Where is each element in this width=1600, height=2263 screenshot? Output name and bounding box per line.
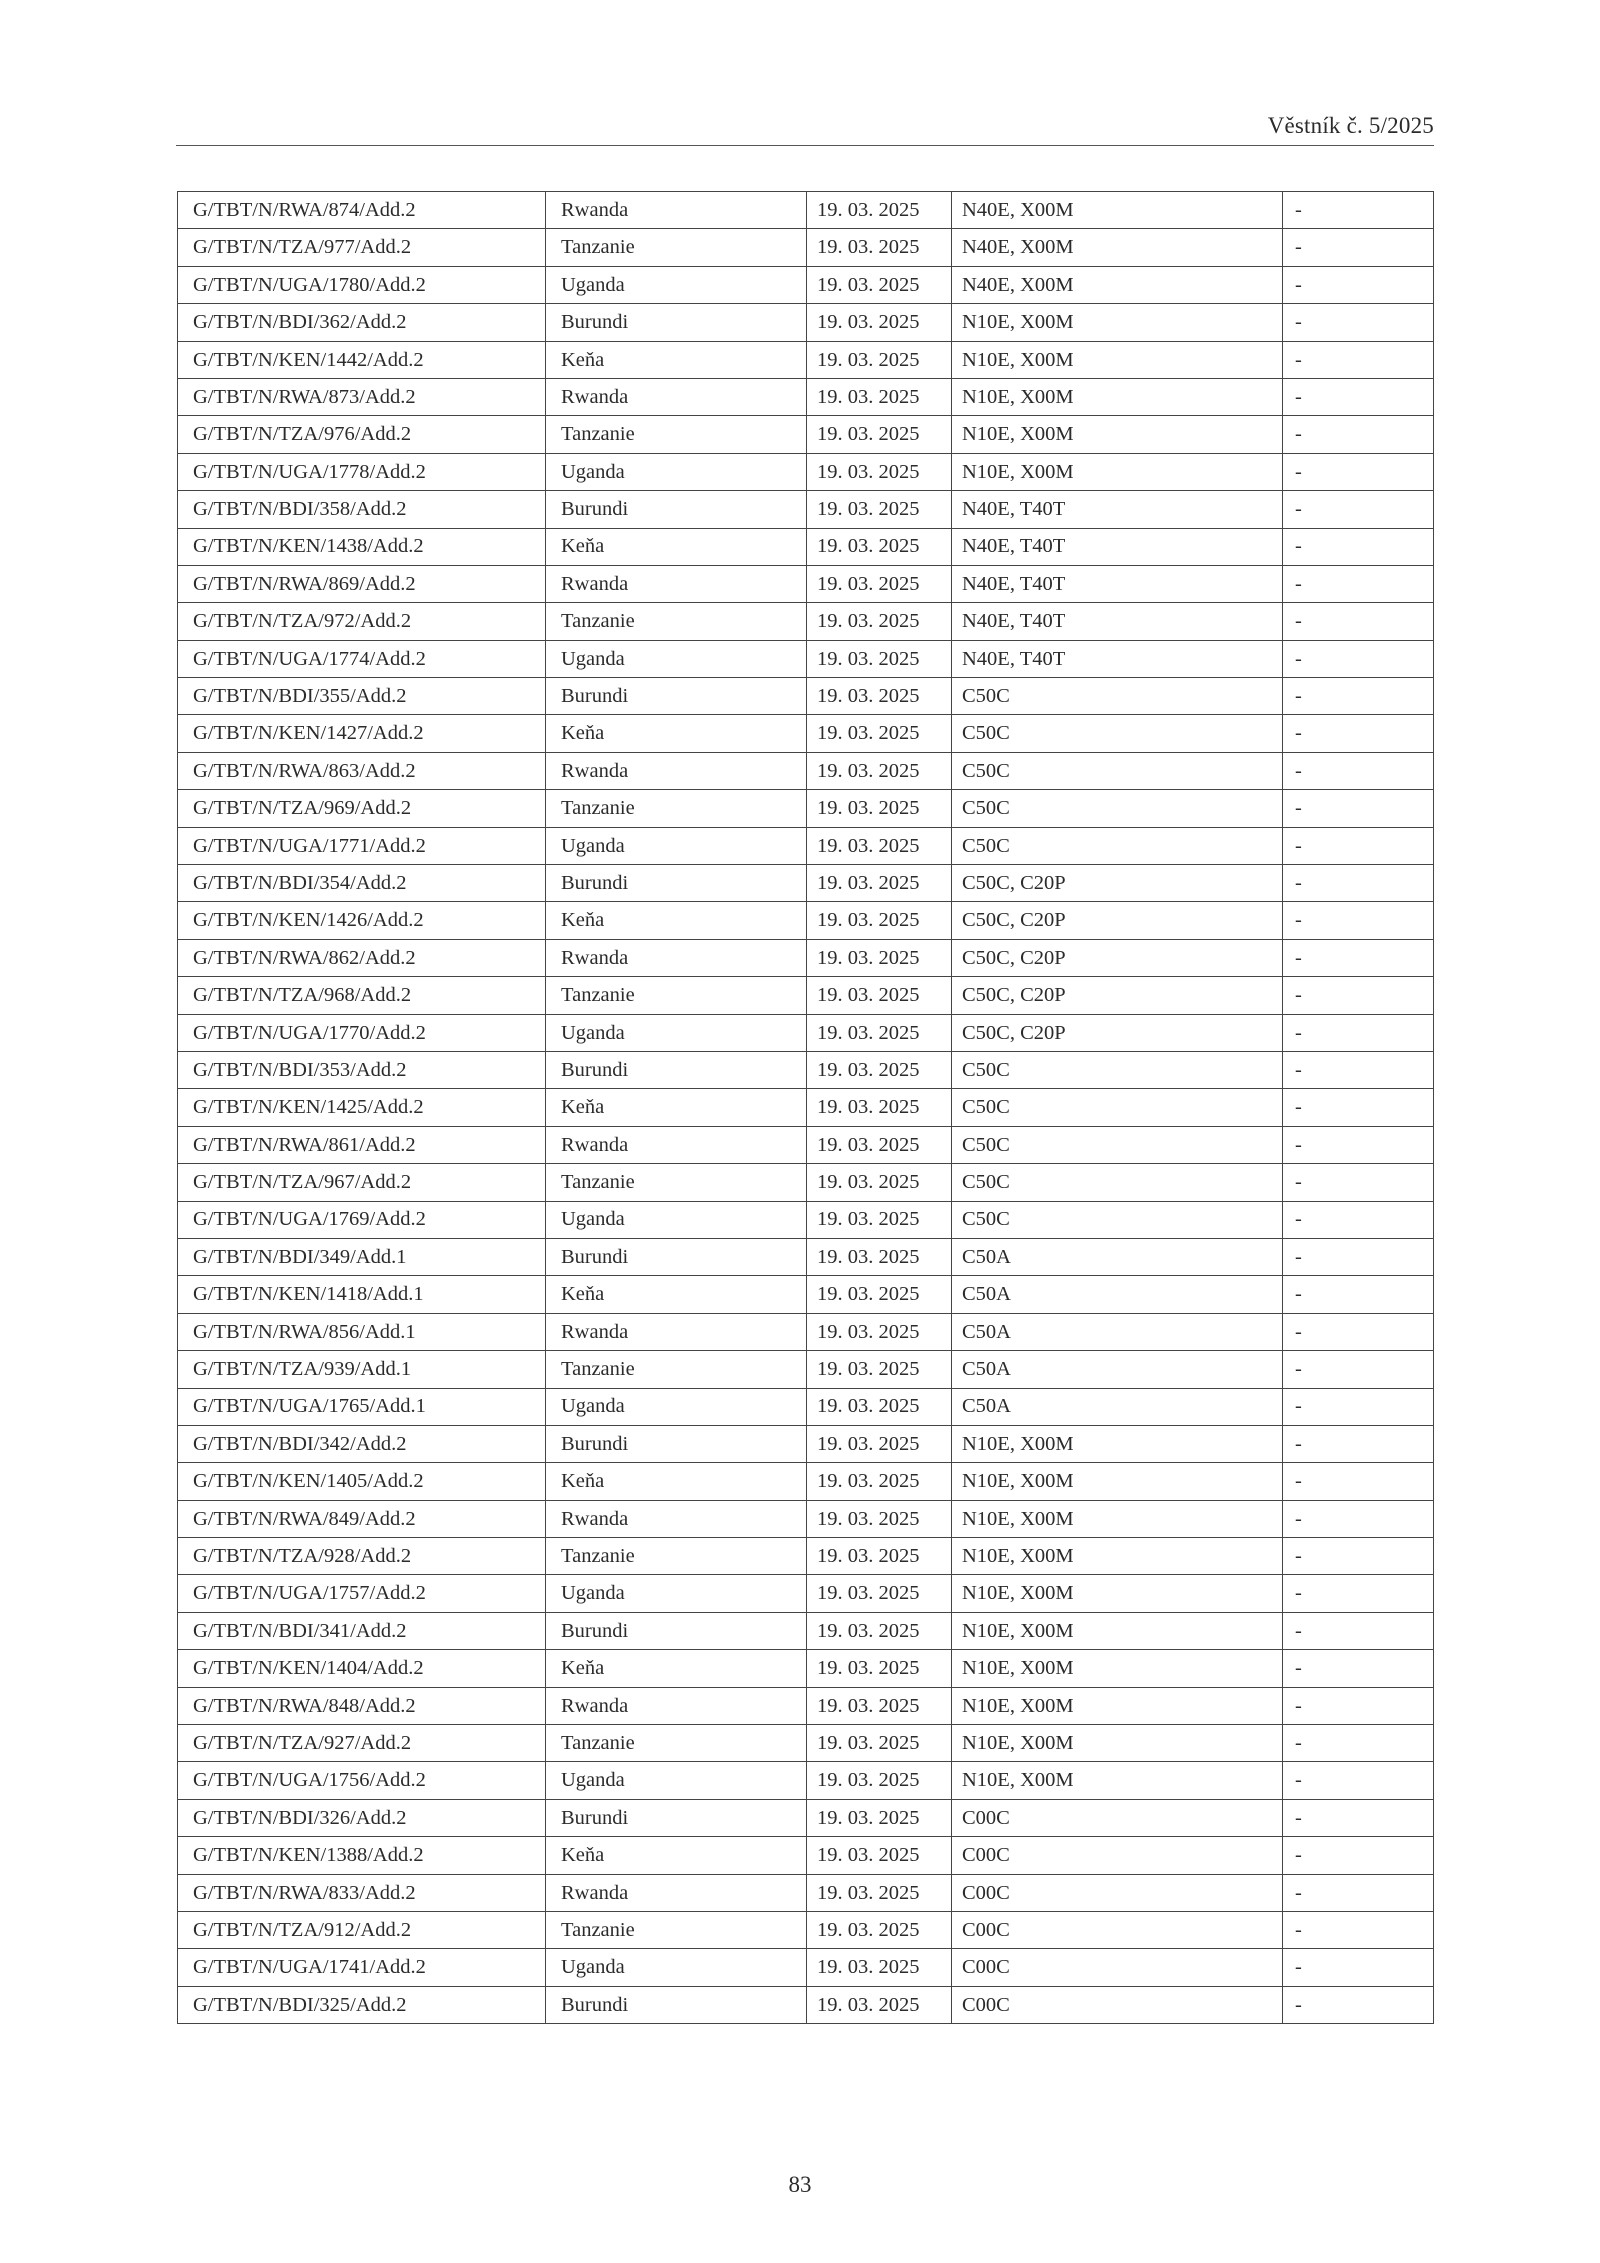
table-row: [178, 453, 1434, 490]
note-cell: -: [1283, 977, 1434, 1014]
document-number-cell: G/TBT/N/KEN/1404/Add.2: [178, 1650, 546, 1687]
country-cell: Burundi: [546, 678, 807, 715]
date-cell: 19. 03. 2025: [807, 939, 952, 976]
document-number-cell: G/TBT/N/UGA/1769/Add.2: [178, 1201, 546, 1238]
code-cell: C50A: [952, 1238, 1283, 1275]
document-number-cell: G/TBT/N/KEN/1405/Add.2: [178, 1463, 546, 1500]
note-cell: -: [1283, 1351, 1434, 1388]
document-number-cell: G/TBT/N/BDI/342/Add.2: [178, 1425, 546, 1462]
table-row: [178, 229, 1434, 266]
date-cell: 19. 03. 2025: [807, 1575, 952, 1612]
table-row: [178, 1687, 1434, 1724]
code-cell: N10E, X00M: [952, 1725, 1283, 1762]
note-cell: -: [1283, 1725, 1434, 1762]
table-row: [178, 304, 1434, 341]
date-cell: 19. 03. 2025: [807, 1538, 952, 1575]
table-row: [178, 752, 1434, 789]
code-cell: N10E, X00M: [952, 453, 1283, 490]
country-cell: Uganda: [546, 266, 807, 303]
code-cell: N10E, X00M: [952, 1575, 1283, 1612]
date-cell: 19. 03. 2025: [807, 528, 952, 565]
date-cell: 19. 03. 2025: [807, 678, 952, 715]
country-cell: Tanzanie: [546, 1725, 807, 1762]
country-cell: Keňa: [546, 1463, 807, 1500]
table-row: [178, 1762, 1434, 1799]
table-row: [178, 416, 1434, 453]
code-cell: C50C: [952, 1126, 1283, 1163]
code-cell: C50A: [952, 1276, 1283, 1313]
date-cell: 19. 03. 2025: [807, 1089, 952, 1126]
date-cell: 19. 03. 2025: [807, 1313, 952, 1350]
table-row: [178, 1837, 1434, 1874]
country-cell: Burundi: [546, 1051, 807, 1088]
country-cell: Burundi: [546, 1612, 807, 1649]
country-cell: Uganda: [546, 1949, 807, 1986]
table-row: [178, 565, 1434, 602]
code-cell: C50C: [952, 678, 1283, 715]
document-number-cell: G/TBT/N/TZA/977/Add.2: [178, 229, 546, 266]
document-number-cell: G/TBT/N/UGA/1778/Add.2: [178, 453, 546, 490]
document-number-cell: G/TBT/N/KEN/1388/Add.2: [178, 1837, 546, 1874]
code-cell: C50C: [952, 1051, 1283, 1088]
date-cell: 19. 03. 2025: [807, 1911, 952, 1948]
table-row: [178, 715, 1434, 752]
table-row: [178, 528, 1434, 565]
date-cell: 19. 03. 2025: [807, 266, 952, 303]
country-cell: Tanzanie: [546, 1538, 807, 1575]
note-cell: -: [1283, 715, 1434, 752]
code-cell: C50C: [952, 1089, 1283, 1126]
document-number-cell: G/TBT/N/BDI/355/Add.2: [178, 678, 546, 715]
date-cell: 19. 03. 2025: [807, 1126, 952, 1163]
date-cell: 19. 03. 2025: [807, 1201, 952, 1238]
code-cell: C50C: [952, 715, 1283, 752]
country-cell: Tanzanie: [546, 416, 807, 453]
date-cell: 19. 03. 2025: [807, 1164, 952, 1201]
table-row: [178, 491, 1434, 528]
document-number-cell: G/TBT/N/UGA/1771/Add.2: [178, 827, 546, 864]
date-cell: 19. 03. 2025: [807, 790, 952, 827]
note-cell: -: [1283, 640, 1434, 677]
date-cell: 19. 03. 2025: [807, 378, 952, 415]
note-cell: -: [1283, 678, 1434, 715]
document-number-cell: G/TBT/N/TZA/928/Add.2: [178, 1538, 546, 1575]
date-cell: 19. 03. 2025: [807, 715, 952, 752]
table-body: [178, 192, 1434, 2024]
document-number-cell: G/TBT/N/RWA/849/Add.2: [178, 1500, 546, 1537]
table-row: [178, 1425, 1434, 1462]
note-cell: -: [1283, 1276, 1434, 1313]
date-cell: 19. 03. 2025: [807, 865, 952, 902]
date-cell: 19. 03. 2025: [807, 1500, 952, 1537]
date-cell: 19. 03. 2025: [807, 1051, 952, 1088]
document-number-cell: G/TBT/N/UGA/1741/Add.2: [178, 1949, 546, 1986]
note-cell: -: [1283, 1911, 1434, 1948]
note-cell: -: [1283, 416, 1434, 453]
date-cell: 19. 03. 2025: [807, 491, 952, 528]
date-cell: 19. 03. 2025: [807, 1351, 952, 1388]
document-number-cell: G/TBT/N/BDI/358/Add.2: [178, 491, 546, 528]
table-row: [178, 1575, 1434, 1612]
country-cell: Tanzanie: [546, 229, 807, 266]
document-number-cell: G/TBT/N/KEN/1442/Add.2: [178, 341, 546, 378]
table-row: [178, 1388, 1434, 1425]
country-cell: Rwanda: [546, 378, 807, 415]
document-number-cell: G/TBT/N/TZA/969/Add.2: [178, 790, 546, 827]
code-cell: C50A: [952, 1388, 1283, 1425]
country-cell: Burundi: [546, 304, 807, 341]
document-number-cell: G/TBT/N/RWA/874/Add.2: [178, 192, 546, 229]
document-number-cell: G/TBT/N/TZA/939/Add.1: [178, 1351, 546, 1388]
date-cell: 19. 03. 2025: [807, 640, 952, 677]
date-cell: 19. 03. 2025: [807, 1276, 952, 1313]
table-row: [178, 1612, 1434, 1649]
note-cell: -: [1283, 902, 1434, 939]
document-number-cell: G/TBT/N/BDI/326/Add.2: [178, 1799, 546, 1836]
date-cell: 19. 03. 2025: [807, 1238, 952, 1275]
note-cell: -: [1283, 1201, 1434, 1238]
note-cell: -: [1283, 939, 1434, 976]
code-cell: N40E, T40T: [952, 603, 1283, 640]
date-cell: 19. 03. 2025: [807, 229, 952, 266]
notifications-table: [177, 191, 1434, 2024]
country-cell: Uganda: [546, 1388, 807, 1425]
table-row: [178, 1538, 1434, 1575]
date-cell: 19. 03. 2025: [807, 1687, 952, 1724]
country-cell: Rwanda: [546, 1500, 807, 1537]
table-row: [178, 1276, 1434, 1313]
table-row: [178, 1014, 1434, 1051]
document-number-cell: G/TBT/N/UGA/1774/Add.2: [178, 640, 546, 677]
document-number-cell: G/TBT/N/TZA/976/Add.2: [178, 416, 546, 453]
country-cell: Uganda: [546, 1575, 807, 1612]
country-cell: Rwanda: [546, 1687, 807, 1724]
code-cell: C00C: [952, 1874, 1283, 1911]
note-cell: -: [1283, 603, 1434, 640]
date-cell: 19. 03. 2025: [807, 1986, 952, 2023]
document-number-cell: G/TBT/N/BDI/353/Add.2: [178, 1051, 546, 1088]
table-row: [178, 192, 1434, 229]
country-cell: Uganda: [546, 1201, 807, 1238]
document-number-cell: G/TBT/N/TZA/968/Add.2: [178, 977, 546, 1014]
table-row: [178, 939, 1434, 976]
country-cell: Tanzanie: [546, 790, 807, 827]
note-cell: -: [1283, 565, 1434, 602]
document-number-cell: G/TBT/N/UGA/1756/Add.2: [178, 1762, 546, 1799]
country-cell: Keňa: [546, 1089, 807, 1126]
document-number-cell: G/TBT/N/BDI/362/Add.2: [178, 304, 546, 341]
code-cell: C50A: [952, 1313, 1283, 1350]
note-cell: -: [1283, 1463, 1434, 1500]
note-cell: -: [1283, 266, 1434, 303]
country-cell: Rwanda: [546, 565, 807, 602]
date-cell: 19. 03. 2025: [807, 1463, 952, 1500]
note-cell: -: [1283, 378, 1434, 415]
document-number-cell: G/TBT/N/RWA/863/Add.2: [178, 752, 546, 789]
note-cell: -: [1283, 1126, 1434, 1163]
note-cell: -: [1283, 1538, 1434, 1575]
table-row: [178, 1089, 1434, 1126]
code-cell: N10E, X00M: [952, 341, 1283, 378]
document-number-cell: G/TBT/N/UGA/1780/Add.2: [178, 266, 546, 303]
document-number-cell: G/TBT/N/BDI/354/Add.2: [178, 865, 546, 902]
note-cell: -: [1283, 1388, 1434, 1425]
country-cell: Burundi: [546, 1425, 807, 1462]
code-cell: C00C: [952, 1837, 1283, 1874]
table-row: [178, 1313, 1434, 1350]
header-rule: [176, 145, 1434, 146]
note-cell: -: [1283, 304, 1434, 341]
code-cell: C50C, C20P: [952, 939, 1283, 976]
country-cell: Burundi: [546, 491, 807, 528]
code-cell: C50C, C20P: [952, 1014, 1283, 1051]
country-cell: Burundi: [546, 865, 807, 902]
table-row: [178, 1351, 1434, 1388]
document-number-cell: G/TBT/N/RWA/848/Add.2: [178, 1687, 546, 1724]
table-row: [178, 1799, 1434, 1836]
table-row: [178, 1500, 1434, 1537]
note-cell: -: [1283, 790, 1434, 827]
note-cell: -: [1283, 827, 1434, 864]
table-row: [178, 678, 1434, 715]
code-cell: C50C, C20P: [952, 865, 1283, 902]
code-cell: C50C: [952, 827, 1283, 864]
date-cell: 19. 03. 2025: [807, 1874, 952, 1911]
code-cell: C50A: [952, 1351, 1283, 1388]
date-cell: 19. 03. 2025: [807, 827, 952, 864]
document-number-cell: G/TBT/N/UGA/1765/Add.1: [178, 1388, 546, 1425]
code-cell: C50C, C20P: [952, 902, 1283, 939]
document-number-cell: G/TBT/N/TZA/967/Add.2: [178, 1164, 546, 1201]
code-cell: N10E, X00M: [952, 378, 1283, 415]
code-cell: N10E, X00M: [952, 1463, 1283, 1500]
code-cell: N10E, X00M: [952, 416, 1283, 453]
country-cell: Burundi: [546, 1238, 807, 1275]
code-cell: C00C: [952, 1986, 1283, 2023]
code-cell: N40E, T40T: [952, 491, 1283, 528]
date-cell: 19. 03. 2025: [807, 1650, 952, 1687]
document-number-cell: G/TBT/N/UGA/1757/Add.2: [178, 1575, 546, 1612]
code-cell: C00C: [952, 1949, 1283, 1986]
code-cell: N40E, X00M: [952, 192, 1283, 229]
country-cell: Keňa: [546, 902, 807, 939]
note-cell: -: [1283, 1575, 1434, 1612]
page-header-title: Věstník č. 5/2025: [1267, 113, 1434, 138]
note-cell: -: [1283, 1164, 1434, 1201]
note-cell: -: [1283, 865, 1434, 902]
code-cell: C50C, C20P: [952, 977, 1283, 1014]
date-cell: 19. 03. 2025: [807, 752, 952, 789]
table-row: [178, 1949, 1434, 1986]
country-cell: Burundi: [546, 1986, 807, 2023]
document-number-cell: G/TBT/N/RWA/862/Add.2: [178, 939, 546, 976]
date-cell: 19. 03. 2025: [807, 1014, 952, 1051]
code-cell: C50C: [952, 1164, 1283, 1201]
table-row: [178, 1911, 1434, 1948]
code-cell: N10E, X00M: [952, 304, 1283, 341]
date-cell: 19. 03. 2025: [807, 1388, 952, 1425]
code-cell: N40E, T40T: [952, 640, 1283, 677]
date-cell: 19. 03. 2025: [807, 453, 952, 490]
date-cell: 19. 03. 2025: [807, 1725, 952, 1762]
country-cell: Uganda: [546, 453, 807, 490]
code-cell: N10E, X00M: [952, 1650, 1283, 1687]
country-cell: Keňa: [546, 715, 807, 752]
date-cell: 19. 03. 2025: [807, 1762, 952, 1799]
table-row: [178, 977, 1434, 1014]
date-cell: 19. 03. 2025: [807, 1949, 952, 1986]
note-cell: -: [1283, 1874, 1434, 1911]
date-cell: 19. 03. 2025: [807, 1425, 952, 1462]
country-cell: Uganda: [546, 640, 807, 677]
code-cell: N40E, X00M: [952, 266, 1283, 303]
date-cell: 19. 03. 2025: [807, 1612, 952, 1649]
table-row: [178, 341, 1434, 378]
country-cell: Tanzanie: [546, 603, 807, 640]
table-row: [178, 266, 1434, 303]
document-number-cell: G/TBT/N/KEN/1425/Add.2: [178, 1089, 546, 1126]
note-cell: -: [1283, 1687, 1434, 1724]
table-row: [178, 1051, 1434, 1088]
document-number-cell: G/TBT/N/KEN/1438/Add.2: [178, 528, 546, 565]
code-cell: N40E, T40T: [952, 528, 1283, 565]
code-cell: N10E, X00M: [952, 1687, 1283, 1724]
date-cell: 19. 03. 2025: [807, 977, 952, 1014]
country-cell: Tanzanie: [546, 977, 807, 1014]
code-cell: N10E, X00M: [952, 1500, 1283, 1537]
document-number-cell: G/TBT/N/KEN/1427/Add.2: [178, 715, 546, 752]
table-row: [178, 902, 1434, 939]
code-cell: C50C: [952, 1201, 1283, 1238]
country-cell: Rwanda: [546, 192, 807, 229]
note-cell: -: [1283, 1051, 1434, 1088]
date-cell: 19. 03. 2025: [807, 1799, 952, 1836]
table-row: [178, 378, 1434, 415]
date-cell: 19. 03. 2025: [807, 1837, 952, 1874]
code-cell: C50C: [952, 790, 1283, 827]
note-cell: -: [1283, 1837, 1434, 1874]
country-cell: Keňa: [546, 341, 807, 378]
note-cell: -: [1283, 1650, 1434, 1687]
table-row: [178, 1238, 1434, 1275]
table-row: [178, 1986, 1434, 2023]
note-cell: -: [1283, 1949, 1434, 1986]
date-cell: 19. 03. 2025: [807, 902, 952, 939]
document-number-cell: G/TBT/N/BDI/341/Add.2: [178, 1612, 546, 1649]
date-cell: 19. 03. 2025: [807, 192, 952, 229]
document-number-cell: G/TBT/N/KEN/1418/Add.1: [178, 1276, 546, 1313]
country-cell: Rwanda: [546, 1874, 807, 1911]
country-cell: Rwanda: [546, 1313, 807, 1350]
table-row: [178, 1164, 1434, 1201]
code-cell: C00C: [952, 1911, 1283, 1948]
date-cell: 19. 03. 2025: [807, 304, 952, 341]
country-cell: Uganda: [546, 827, 807, 864]
note-cell: -: [1283, 1313, 1434, 1350]
document-number-cell: G/TBT/N/TZA/927/Add.2: [178, 1725, 546, 1762]
country-cell: Tanzanie: [546, 1911, 807, 1948]
table-row: [178, 640, 1434, 677]
code-cell: N40E, T40T: [952, 565, 1283, 602]
note-cell: -: [1283, 1089, 1434, 1126]
note-cell: -: [1283, 229, 1434, 266]
code-cell: C00C: [952, 1799, 1283, 1836]
page-number: 83: [788, 2172, 812, 2197]
table-row: [178, 790, 1434, 827]
note-cell: -: [1283, 1425, 1434, 1462]
note-cell: -: [1283, 341, 1434, 378]
document-number-cell: G/TBT/N/RWA/856/Add.1: [178, 1313, 546, 1350]
table-row: [178, 1725, 1434, 1762]
code-cell: N10E, X00M: [952, 1425, 1283, 1462]
country-cell: Tanzanie: [546, 1351, 807, 1388]
document-number-cell: G/TBT/N/BDI/349/Add.1: [178, 1238, 546, 1275]
table-row: [178, 1201, 1434, 1238]
country-cell: Keňa: [546, 1276, 807, 1313]
document-number-cell: G/TBT/N/UGA/1770/Add.2: [178, 1014, 546, 1051]
country-cell: Uganda: [546, 1014, 807, 1051]
document-number-cell: G/TBT/N/BDI/325/Add.2: [178, 1986, 546, 2023]
code-cell: N10E, X00M: [952, 1538, 1283, 1575]
document-number-cell: G/TBT/N/TZA/912/Add.2: [178, 1911, 546, 1948]
note-cell: -: [1283, 528, 1434, 565]
country-cell: Keňa: [546, 1650, 807, 1687]
note-cell: -: [1283, 1612, 1434, 1649]
date-cell: 19. 03. 2025: [807, 603, 952, 640]
note-cell: -: [1283, 1500, 1434, 1537]
table-row: [178, 603, 1434, 640]
country-cell: Rwanda: [546, 752, 807, 789]
code-cell: N10E, X00M: [952, 1762, 1283, 1799]
document-number-cell: G/TBT/N/TZA/972/Add.2: [178, 603, 546, 640]
document-number-cell: G/TBT/N/RWA/873/Add.2: [178, 378, 546, 415]
document-number-cell: G/TBT/N/RWA/861/Add.2: [178, 1126, 546, 1163]
note-cell: -: [1283, 752, 1434, 789]
code-cell: N40E, X00M: [952, 229, 1283, 266]
note-cell: -: [1283, 1799, 1434, 1836]
date-cell: 19. 03. 2025: [807, 416, 952, 453]
date-cell: 19. 03. 2025: [807, 341, 952, 378]
document-number-cell: G/TBT/N/RWA/869/Add.2: [178, 565, 546, 602]
country-cell: Keňa: [546, 1837, 807, 1874]
country-cell: Uganda: [546, 1762, 807, 1799]
note-cell: -: [1283, 1762, 1434, 1799]
code-cell: N10E, X00M: [952, 1612, 1283, 1649]
table-row: [178, 827, 1434, 864]
note-cell: -: [1283, 453, 1434, 490]
table-row: [178, 1463, 1434, 1500]
country-cell: Tanzanie: [546, 1164, 807, 1201]
date-cell: 19. 03. 2025: [807, 565, 952, 602]
table-row: [178, 1874, 1434, 1911]
country-cell: Keňa: [546, 528, 807, 565]
document-number-cell: G/TBT/N/KEN/1426/Add.2: [178, 902, 546, 939]
note-cell: -: [1283, 192, 1434, 229]
note-cell: -: [1283, 1238, 1434, 1275]
table-row: [178, 1650, 1434, 1687]
code-cell: C50C: [952, 752, 1283, 789]
table-row: [178, 1126, 1434, 1163]
note-cell: -: [1283, 1986, 1434, 2023]
document-number-cell: G/TBT/N/RWA/833/Add.2: [178, 1874, 546, 1911]
note-cell: -: [1283, 491, 1434, 528]
country-cell: Rwanda: [546, 1126, 807, 1163]
country-cell: Burundi: [546, 1799, 807, 1836]
note-cell: -: [1283, 1014, 1434, 1051]
country-cell: Rwanda: [546, 939, 807, 976]
table-row: [178, 865, 1434, 902]
